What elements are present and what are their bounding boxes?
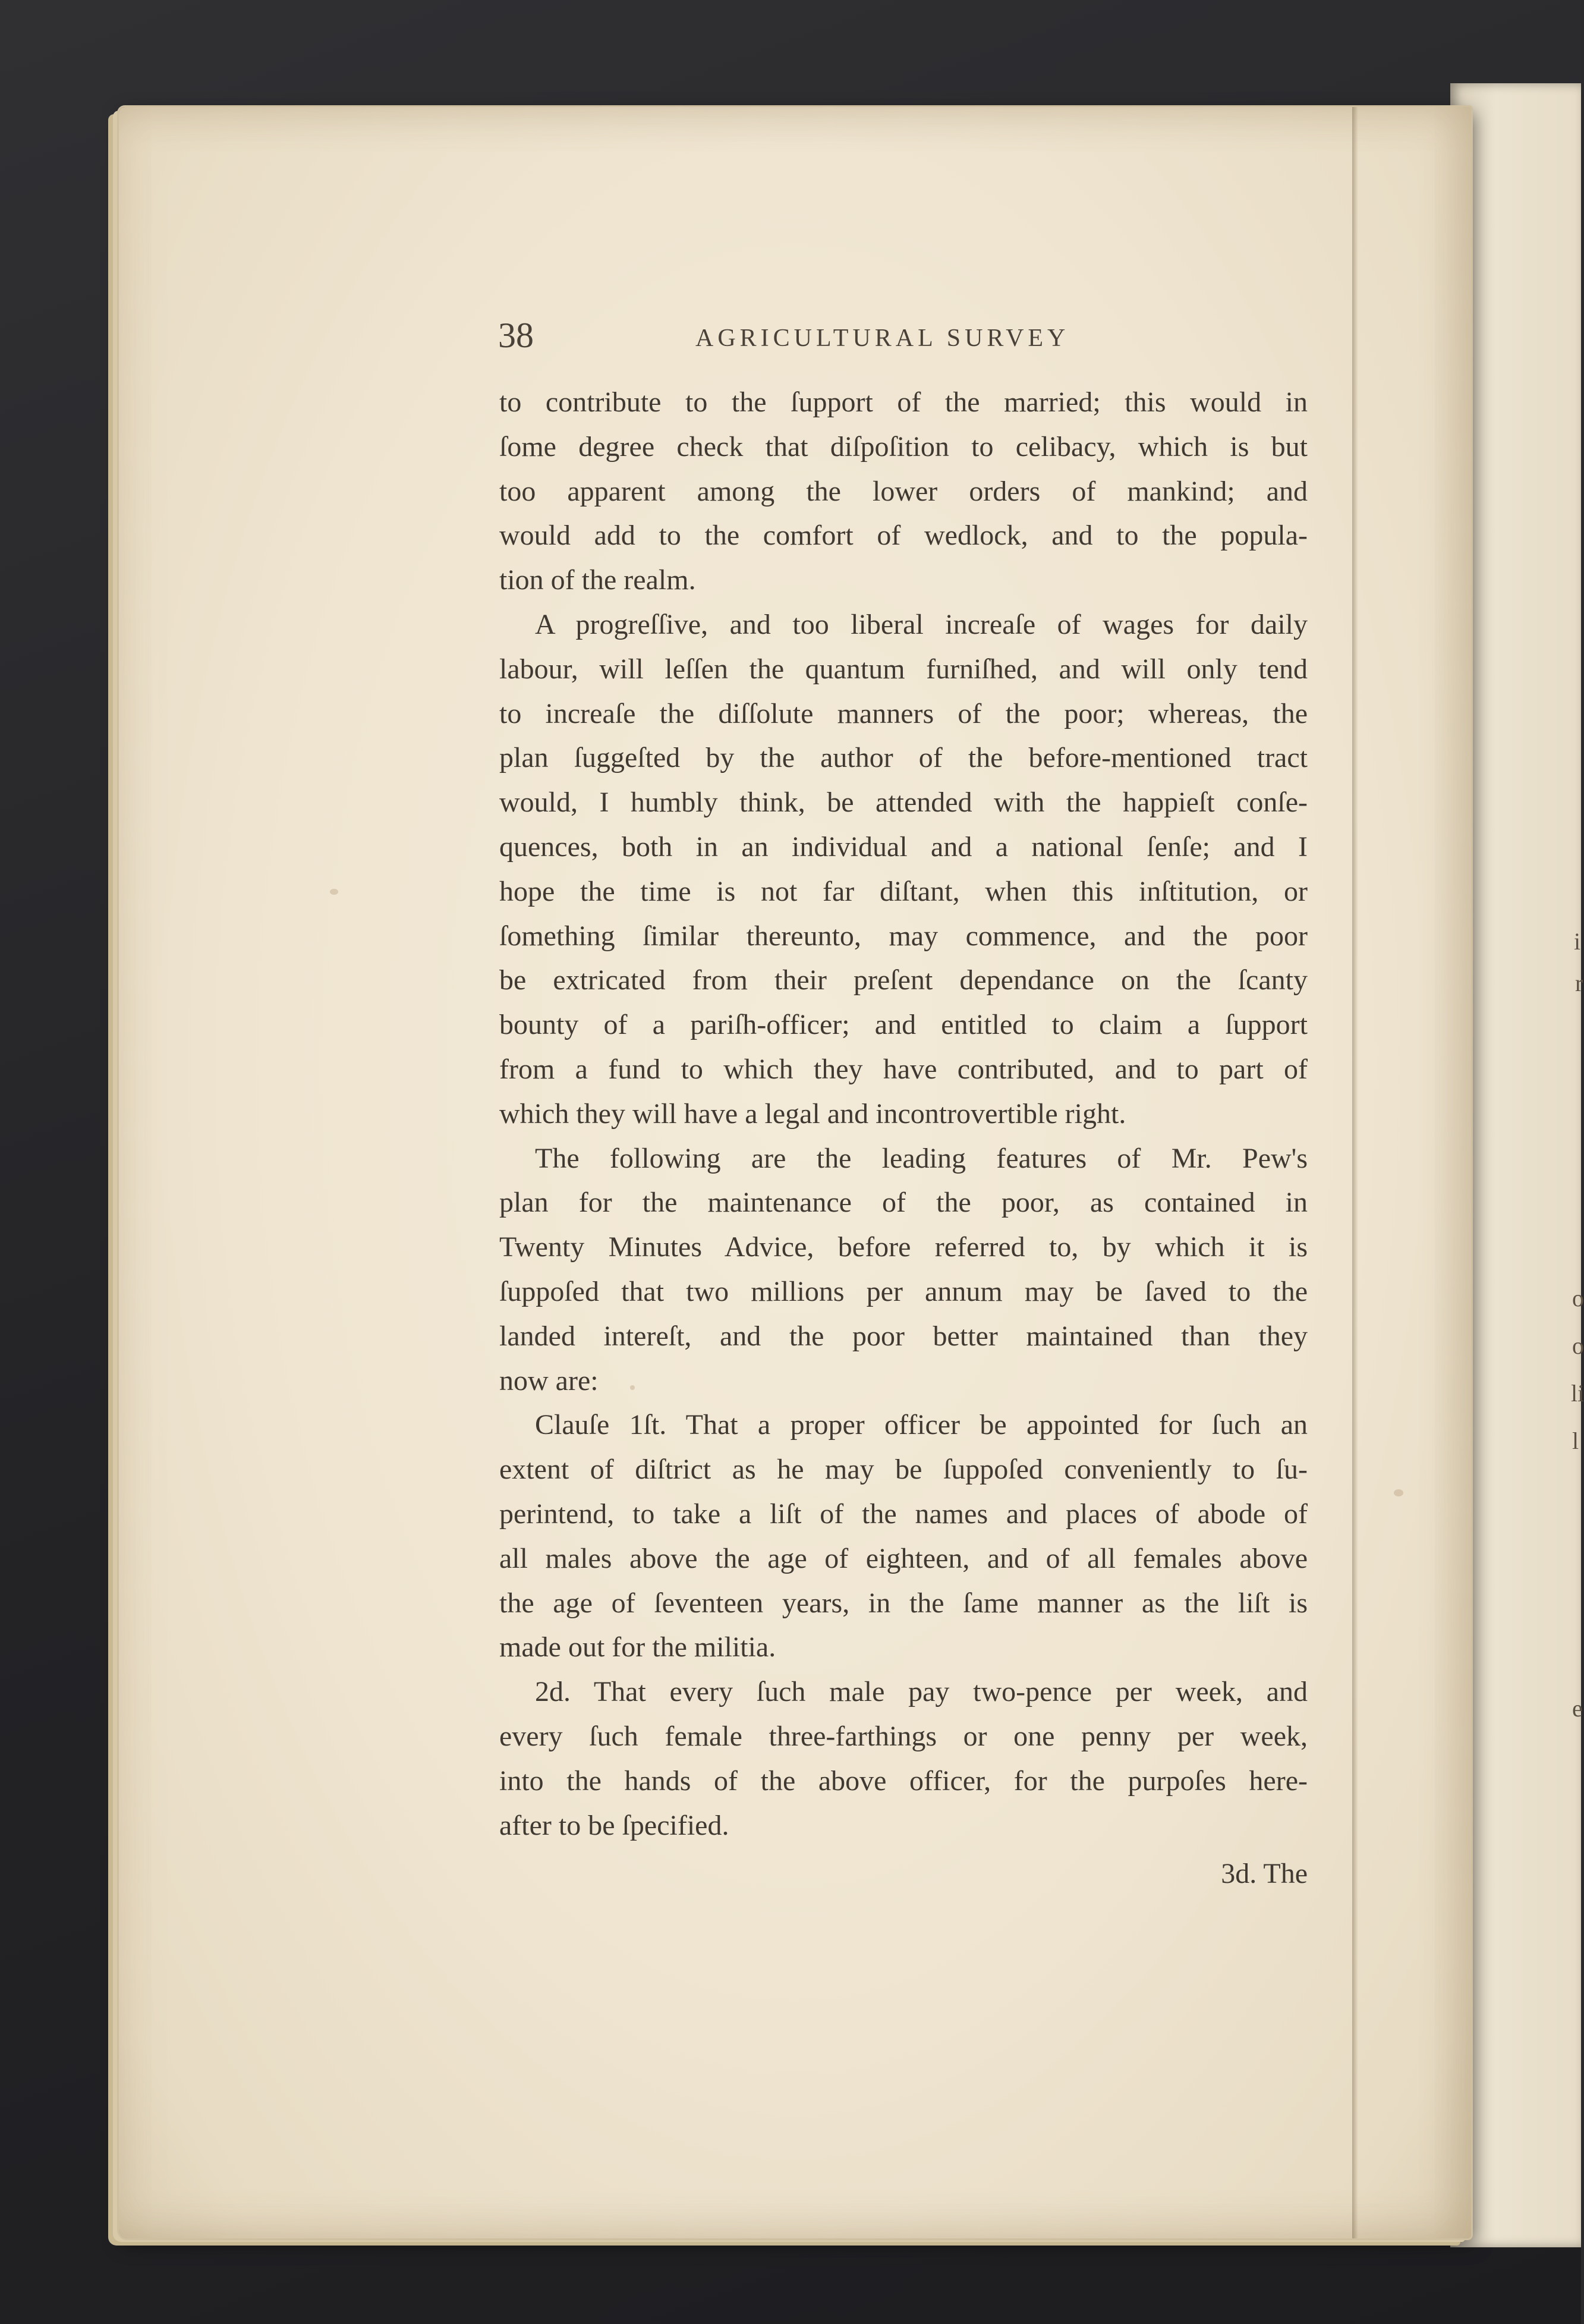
text-line: hope the time is not far diſtant, when this inſtitution, or [499,875,1308,907]
facing-page-letter: l [1572,1427,1579,1454]
facing-page-letter: o [1572,1332,1584,1359]
running-title: AGRICULTURAL SURVEY [695,325,1070,352]
text-line: ſome degree check that diſpoſition to celibacy, which is but [499,430,1308,463]
page-number: 38 [498,316,534,355]
text-line: plan ſuggeſted by the author of the before-mentioned tract [499,742,1308,774]
text-line: extent of diſtrict as he may be ſuppoſed conveniently to ſu- [499,1454,1308,1486]
text-line: to contribute to the ſupport of the married; this would in [499,386,1308,418]
text-line: landed intereſt, and the poor better maintained than they [499,1320,1308,1352]
text-line: A progreſſive, and too liberal increaſe of wages for daily [535,608,1308,640]
text-line: after to be ſpecified. [499,1809,729,1841]
text-line: plan for the maintenance of the poor, as contained in [499,1187,1308,1219]
facing-page-letter: li [1571,1380,1584,1407]
text-line: into the hands of the above officer, for the purpoſes here- [499,1765,1308,1797]
page-gutter-shadow [1352,107,1358,2238]
text-line: ſomething ſimilar thereunto, may commence, and the poor [499,920,1308,952]
text-line: tion of the realm. [499,564,696,596]
text-line: perintend, to take a liſt of the names and places of abode of [499,1498,1308,1530]
text-line: quences, both in an individual and a national ſenſe; and I [499,831,1308,863]
text-line: to increaſe the diſſolute manners of the poor; whereas, the [499,697,1308,729]
text-line: all males above the age of eighteen, and of all females above [499,1542,1308,1574]
facing-page-letter: r [1575,970,1583,996]
text-line: would, I humbly think, be attended with the happieſt conſe- [499,787,1308,819]
text-line: Clauſe 1ſt. That a proper officer be appointed for ſuch an [535,1409,1308,1441]
facing-page-letter: i [1574,928,1581,955]
text-line: be extricated from their preſent dependance on the ſcanty [499,964,1308,996]
text-line: made out for the militia. [499,1631,776,1663]
text-line: too apparent among the lower orders of mankind; and [499,475,1308,507]
text-line: the age of ſeventeen years, in the ſame manner as the liſt is [499,1587,1308,1619]
text-line: now are: [499,1364,599,1397]
text-line: labour, will leſſen the quantum furniſhed, and will only tend [499,653,1308,685]
text-line: ſuppoſed that two millions per annum may be ſaved to the [499,1275,1308,1307]
text-line: would add to the comfort of wedlock, and to the popula- [499,520,1308,552]
foxing-spot [330,889,338,895]
catchword: 3d. The [1221,1858,1308,1889]
text-line: Twenty Minutes Advice, before referred to, by which it is [499,1231,1308,1263]
text-line: bounty of a pariſh-officer; and entitled to claim a ſupport [499,1009,1308,1041]
text-line: 2d. That every ſuch male pay two-pence per week, and [535,1676,1308,1708]
facing-page-letter: o [1572,1285,1584,1312]
text-line: The following are the leading features of Mr. Pew's [535,1142,1308,1174]
text-line: from a fund to which they have contributed, and to part of [499,1053,1308,1085]
foxing-spot [1394,1489,1403,1496]
text-line: which they will have a legal and incontrovertible right. [499,1097,1126,1130]
text-line: every ſuch female three-farthings or one penny per week, [499,1720,1308,1752]
body-text [499,380,1308,1848]
facing-page-letter: e [1572,1695,1583,1722]
